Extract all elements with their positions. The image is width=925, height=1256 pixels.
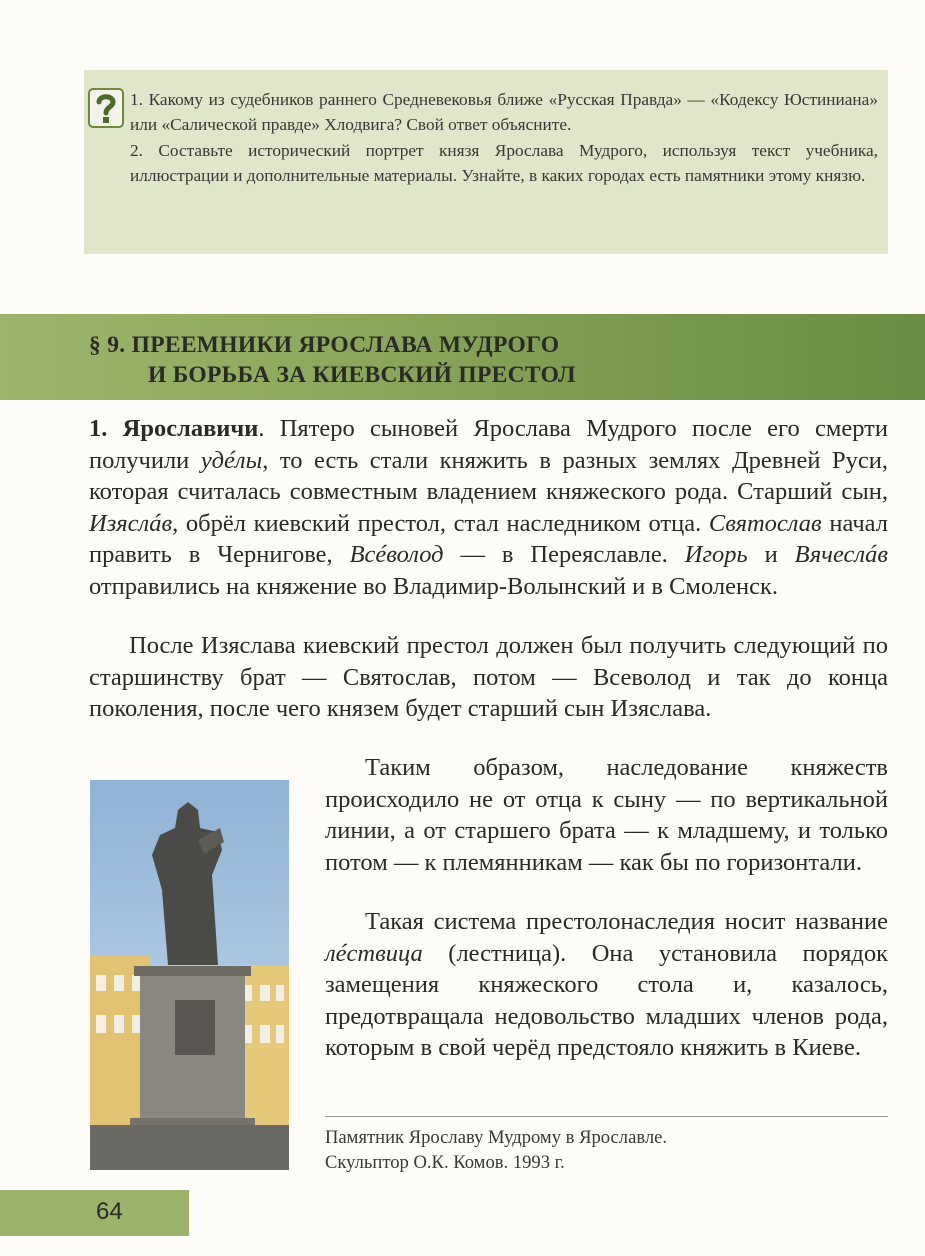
paragraph-3-text: Таким образом, наследование княжеств происходило не от отца к сыну — по вертикальной линии, а от старшего брата — к младшему, и только потом — к племянникам — как бы по горизонтали.	[325, 754, 888, 876]
term-udely: удéлы	[200, 446, 263, 474]
questions-text	[130, 88, 878, 188]
name-vyacheslav: Вячеслáв	[794, 541, 888, 568]
paragraph-4	[325, 906, 888, 1064]
paragraph-1	[89, 413, 888, 602]
p4-text-a: Такая система престолонаследия носит название	[365, 908, 888, 935]
section-title-band	[0, 314, 925, 400]
subsection-heading: 1. Ярославичи	[89, 415, 259, 442]
photo-caption	[325, 1125, 885, 1175]
monument-photo	[90, 780, 289, 1170]
p4-text-b: (лестница). Она установила порядок замещения княжеского стола и, казалось, предотвращала недовольство младших членов рода, которым в свой черёд предстояло княжить в Киеве.	[325, 939, 888, 1061]
paragraph-2	[89, 630, 888, 725]
page-number: 64	[96, 1198, 123, 1225]
name-izyaslav: Изяслáв	[89, 509, 173, 537]
section-title	[89, 330, 576, 390]
name-svyatoslav: Святослав	[708, 509, 822, 537]
p1-text-a: . Пятеро сыновей Ярослава Мудрого после его смерти получили	[89, 415, 888, 474]
caption-line-1: Памятник Ярославу Мудрому в Ярославле.	[325, 1127, 668, 1148]
p1-text-g: отправились на княжение во Владимир-Волынский и в Смоленск.	[89, 572, 778, 600]
caption-divider	[325, 1116, 888, 1117]
question-1: 1. Какому из судебников раннего Средневековья ближе «Русская Правда» — «Кодексу Юстиниана» или «Салической правде» Хлодвига? Свой ответ объясните.	[130, 90, 878, 134]
term-lestvitsa: лéствица	[325, 939, 423, 967]
questions-box	[84, 70, 888, 254]
p1-text-e: — в Переяславле.	[443, 541, 685, 568]
caption-line-2: Скульптор О.К. Комов. 1993 г.	[325, 1152, 565, 1173]
section-title-line1: § 9. ПРЕЕМНИКИ ЯРОСЛАВА МУДРОГО	[89, 332, 560, 358]
page-number-bar	[0, 1190, 189, 1236]
p1-text-b: , то есть стали княжить в разных землях Древней Руси, которая считалась совместным владением княжеского рода. Старший сын,	[89, 446, 888, 505]
p1-text-f: и	[747, 541, 795, 568]
section-title-line2: И БОРЬБА ЗА КИЕВСКИЙ ПРЕСТОЛ	[148, 362, 576, 388]
question-2: 2. Составьте исторический портрет князя Ярослава Мудрого, используя текст учебника, иллюстрации и дополнительные материалы. Узнайте, в каких городах есть памятники этому князю.	[130, 141, 878, 185]
paragraph-3	[325, 752, 888, 878]
name-vsevolod: Всéволод	[349, 541, 444, 568]
p1-text-d: начал править в Чернигове,	[89, 509, 888, 568]
name-igor: Игорь	[684, 541, 748, 568]
p1-text-c: , обрёл киевский престол, стал наследником отца.	[172, 509, 709, 537]
paragraph-2-text: После Изяслава киевский престол должен был получить следующий по старшинству брат — Святослав, потом — Всеволод и так до конца поколения, после чего князем будет старший сын Изяслава.	[89, 632, 888, 722]
question-icon	[88, 88, 124, 128]
